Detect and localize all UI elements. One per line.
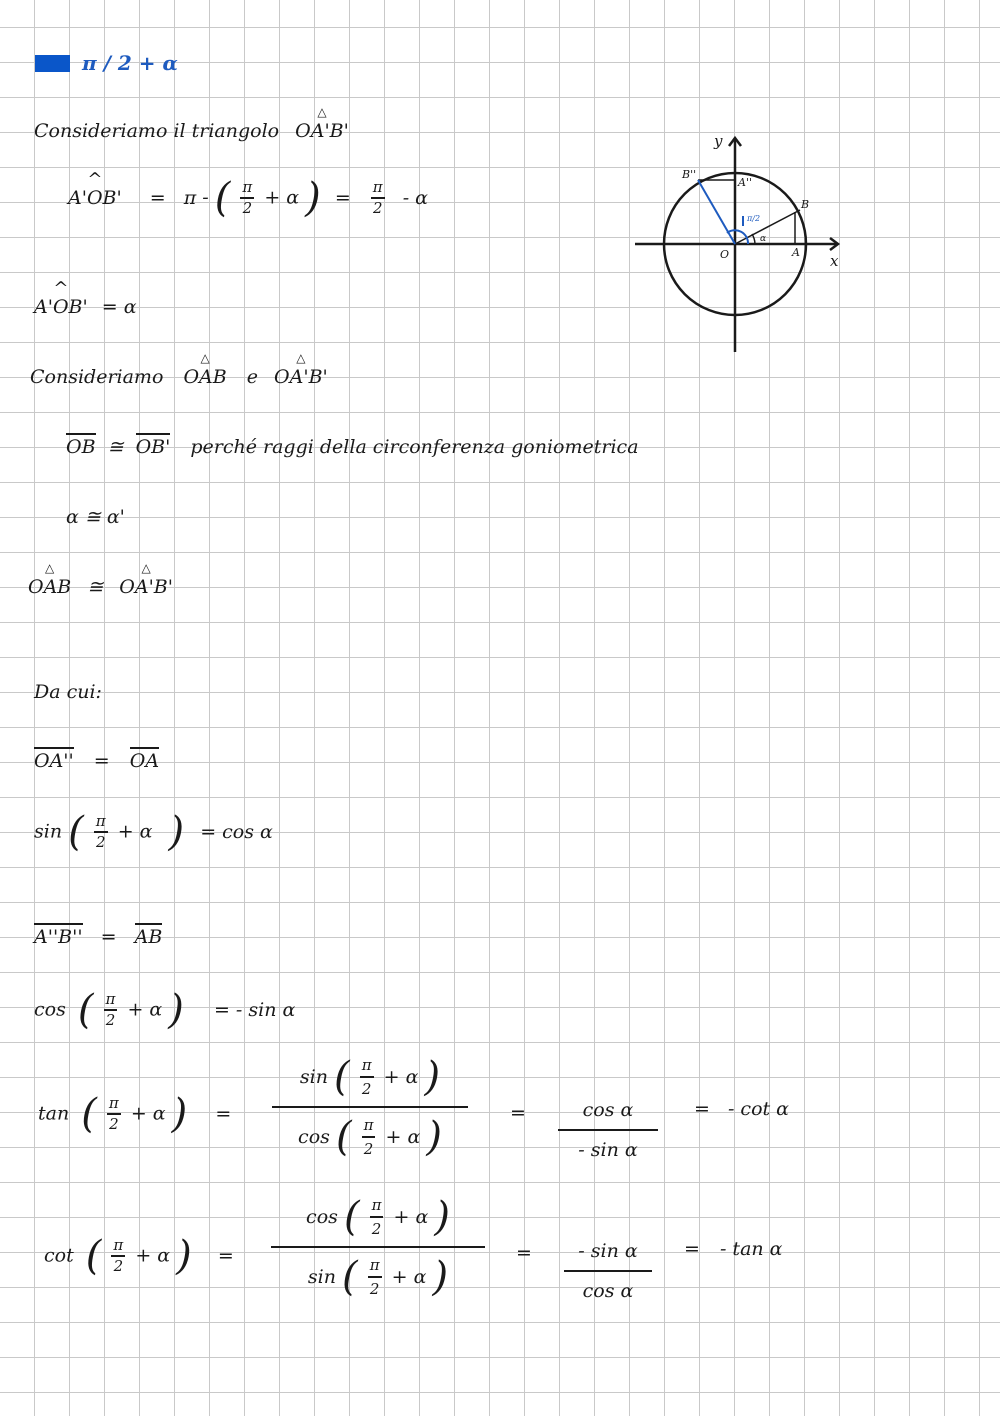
header-marker — [35, 55, 70, 72]
label-b: B — [801, 198, 810, 211]
label-origin: O — [720, 248, 730, 261]
line-radii: OB ≅ OB' perché raggi della circonferenza goniometrica — [66, 438, 639, 457]
line-consider-triangle: Consideriamo il triangolo △ OA'B' — [34, 122, 349, 141]
label-a: A — [792, 246, 800, 259]
label-alpha: α — [760, 234, 767, 244]
page-title: π / 2 + α — [82, 51, 178, 75]
cot-result: = - tan α — [684, 1238, 783, 1260]
label-x: x — [830, 252, 839, 270]
cot-lhs: cot ( $\frac{\pi}{2}$ + α ) = — [44, 1233, 234, 1279]
cot-eq2: = — [516, 1242, 532, 1264]
tan-eq2: = — [510, 1102, 526, 1124]
label-a2: A'' — [738, 176, 752, 189]
cot-ratio: - sin α cos α — [564, 1240, 652, 1302]
label-b2: B'' — [682, 168, 697, 181]
triangle-oab-prime: △ OA'B' — [295, 122, 349, 141]
line-consider-two: Consideriamo △ OAB e △ OA'B' — [30, 368, 328, 387]
tan-big-fraction: sin ( $\frac{\pi}{2}$ + α ) cos ( $\frac{\pi}{2}$ + α ) — [270, 1056, 470, 1158]
line-angle-alpha: ^ A'OB' = α — [34, 298, 137, 317]
tan-lhs: tan ( $\frac{\pi}{2}$ + α ) = — [38, 1091, 232, 1137]
tan-result: = - cot α — [694, 1098, 790, 1120]
line-alpha-congruent: α ≅ α' — [66, 506, 125, 528]
segment-ob — [735, 210, 800, 244]
angle-arc-alpha — [752, 234, 755, 244]
line-ab-equal: A''B'' = AB — [34, 928, 162, 947]
line-triangles-congruent: △ OAB ≅ △ OA'B' — [28, 578, 173, 597]
unit-circle-diagram — [630, 130, 850, 370]
line-oa-equal: OA'' = OA — [34, 752, 159, 771]
tan-ratio: cos α - sin α — [558, 1099, 658, 1161]
angle-aob-prime: ^ A'OB' — [68, 189, 122, 208]
label-y: y — [714, 132, 723, 150]
label-pi2: π/2 — [747, 214, 761, 223]
segment-ob2 — [698, 180, 735, 244]
line-da-cui: Da cui: — [34, 681, 102, 703]
line-cos-identity: cos ( $\frac{\pi}{2}$ + α ) = - sin α — [34, 987, 296, 1033]
cot-big-fraction: cos ( $\frac{\pi}{2}$ + α ) sin ( $\frac{\pi}{2}$ + α ) — [270, 1196, 486, 1298]
line-angle-equation: ^ A'OB' = π - ( $\frac{\pi}{2}$ + α ) = $\frac{\pi}{2}$ - α — [68, 178, 428, 218]
line-sin-identity: sin ( $\frac{\pi}{2}$ + α ) = cos α — [34, 809, 273, 855]
